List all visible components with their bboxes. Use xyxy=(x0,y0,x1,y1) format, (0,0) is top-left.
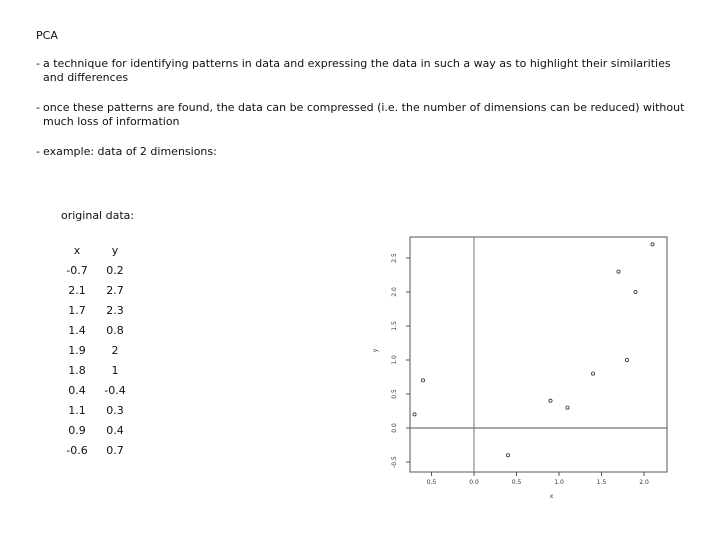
bullet-1 xyxy=(36,57,686,85)
y-tick-label: 2.0 xyxy=(391,287,398,297)
bullet-dash: - xyxy=(36,101,40,114)
table-row xyxy=(58,360,134,380)
cell-y: -0.4 xyxy=(104,383,126,397)
table-row xyxy=(58,400,134,420)
x-tick-label: 1.5 xyxy=(596,479,607,486)
cell-y: 0.7 xyxy=(106,443,124,457)
data-point xyxy=(506,454,509,457)
y-tick-label: 0.0 xyxy=(391,423,398,433)
cell-x: -0.7 xyxy=(66,263,88,277)
cell-x: 0.4 xyxy=(68,383,86,397)
cell-x: 0.9 xyxy=(68,423,86,437)
plot-frame xyxy=(410,237,667,472)
data-point xyxy=(566,406,569,409)
y-axis-label: y xyxy=(372,348,379,353)
data-point xyxy=(413,413,416,416)
table-row xyxy=(58,340,134,360)
data-point xyxy=(421,379,424,382)
y-tick-label: -0.5 xyxy=(391,456,398,468)
cell-y: 0.4 xyxy=(106,423,124,437)
table-header-row xyxy=(58,240,134,260)
scatter-plot xyxy=(362,232,682,507)
cell-x: 1.4 xyxy=(68,323,86,337)
table-row xyxy=(58,380,134,400)
bullet-dash: - xyxy=(36,145,40,158)
table-row xyxy=(58,440,134,460)
y-tick-label: 2.5 xyxy=(391,253,398,263)
x-tick-label: 0.5 xyxy=(426,479,437,486)
cell-x: 2.1 xyxy=(68,283,86,297)
cell-y: 0.3 xyxy=(106,403,124,417)
cell-x: -0.6 xyxy=(66,443,88,457)
data-point xyxy=(625,358,628,361)
data-point xyxy=(634,290,637,293)
data-point xyxy=(549,399,552,402)
data-point xyxy=(617,270,620,273)
table-row xyxy=(58,300,134,320)
column-header-y: y xyxy=(111,243,119,257)
cell-y: 1 xyxy=(111,363,119,377)
bullet-2 xyxy=(36,101,686,129)
table-row xyxy=(58,260,134,280)
data-point xyxy=(591,372,594,375)
cell-y: 0.2 xyxy=(106,263,124,277)
y-tick-label: 0.5 xyxy=(391,389,398,399)
x-tick-label: 1.0 xyxy=(554,479,564,486)
column-header-x: x xyxy=(73,243,81,257)
cell-y: 2.3 xyxy=(106,303,124,317)
table-row xyxy=(58,420,134,440)
data-point xyxy=(651,243,654,246)
data-table xyxy=(58,240,134,460)
cell-y: 2 xyxy=(111,343,119,357)
bullet-text: once these patterns are found, the data can be compressed (i.e. the number of dimensions can be reduced) without much loss of information xyxy=(43,101,685,128)
cell-y: 2.7 xyxy=(106,283,124,297)
x-tick-label: 0.0 xyxy=(469,479,479,486)
cell-x: 1.9 xyxy=(68,343,86,357)
y-tick-label: 1.5 xyxy=(391,321,398,331)
bullet-text: example: data of 2 dimensions: xyxy=(43,145,217,158)
x-axis-label: x xyxy=(549,493,554,500)
cell-x: 1.7 xyxy=(68,303,86,317)
cell-x: 1.1 xyxy=(68,403,86,417)
original-data-label: original data: xyxy=(61,209,135,222)
table-row xyxy=(58,280,134,300)
bullet-3 xyxy=(36,145,686,159)
table-row xyxy=(58,320,134,340)
x-tick-label: 0.5 xyxy=(511,479,522,486)
cell-x: 1.8 xyxy=(68,363,86,377)
y-tick-label: 1.0 xyxy=(391,355,398,365)
bullet-text: a technique for identifying patterns in data and expressing the data in such a way as to highlight their similarities and differences xyxy=(43,57,671,84)
cell-y: 0.8 xyxy=(106,323,124,337)
bullet-dash: - xyxy=(36,57,40,70)
x-tick-label: 2.0 xyxy=(639,479,649,486)
slide-title: PCA xyxy=(36,29,58,42)
